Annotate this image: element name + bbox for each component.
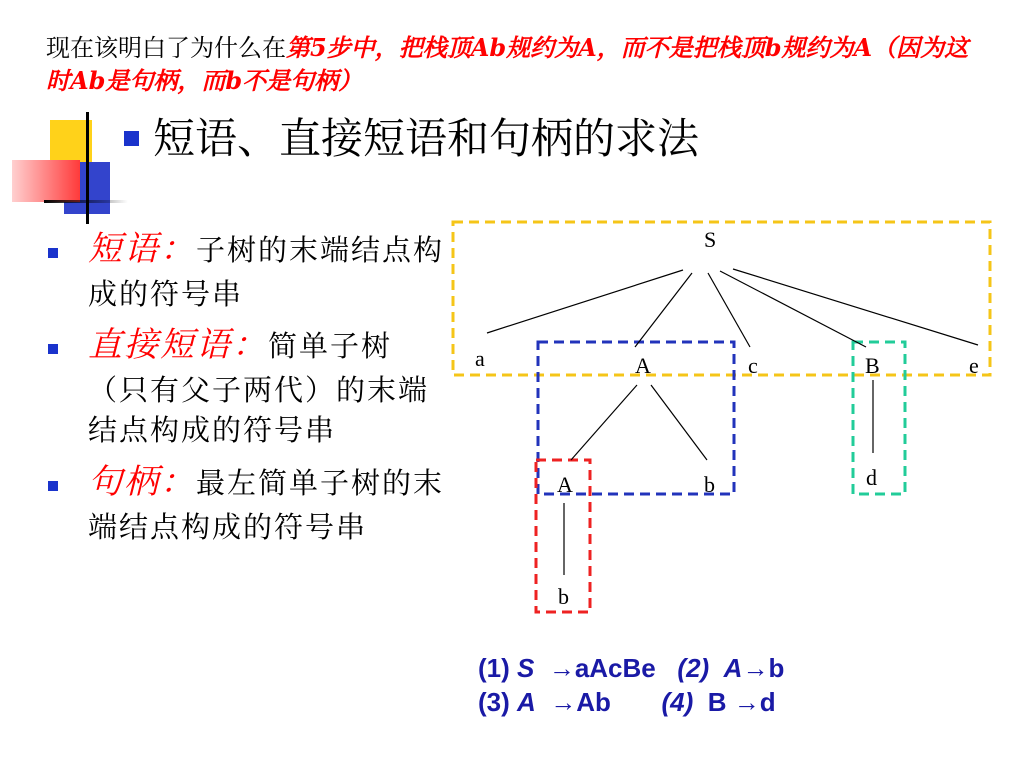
term-definition: 子树的末端结点构成的符号串 <box>88 233 445 311</box>
rule-2-lhs: A <box>723 653 743 683</box>
grammar-rules <box>478 652 784 720</box>
edge-s-e <box>733 269 978 345</box>
node-A: A <box>635 353 651 378</box>
rule-1-lhs: S <box>517 653 535 683</box>
rule-1-rhs: aAcBe <box>574 653 656 683</box>
intro-note-text: 现在该明白了为什么在 <box>46 34 286 62</box>
node-a: a <box>475 346 485 371</box>
node-b: b <box>704 472 715 497</box>
bullet-square-icon <box>48 344 58 354</box>
edge-A-b <box>651 385 707 460</box>
definition-direct-phrase <box>46 322 446 451</box>
term-label: 短语： <box>88 229 196 269</box>
node-e: e <box>969 353 979 378</box>
definition-handle <box>46 459 446 547</box>
rule-3-arrow: → <box>550 686 577 717</box>
definition-list <box>46 226 446 555</box>
definition-phrase <box>46 226 446 314</box>
rule-4-lhs: B <box>707 686 727 717</box>
node-A-inner: A <box>557 472 573 497</box>
rule-4-rhs: d <box>759 686 776 717</box>
node-b-leaf: b <box>558 584 569 609</box>
vertical-rule <box>86 112 89 224</box>
term-definition: 最左简单子树的末端结点构成的符号串 <box>88 465 445 544</box>
term-label: 句柄： <box>88 461 196 502</box>
phrase-box <box>453 222 990 375</box>
term-definition: 简单子树（只有父子两代）的末端结点构成的符号串 <box>88 329 430 448</box>
decorative-logo <box>8 112 128 222</box>
title-bullet-icon <box>124 131 139 146</box>
parse-tree-diagram <box>445 215 1005 635</box>
rule-1-number: (1) <box>478 653 510 683</box>
node-B: B <box>865 353 880 378</box>
edge-s-c <box>708 273 750 347</box>
rule-2-number: (2) <box>677 653 710 683</box>
horizontal-rule <box>44 200 128 203</box>
bullet-square-icon <box>48 481 58 491</box>
intro-note <box>46 32 986 97</box>
rule-4-arrow: → <box>733 686 760 717</box>
rule-3-rhs: Ab <box>576 686 611 717</box>
rules-row-2 <box>478 686 784 720</box>
slide-title-text: 短语、直接短语和句柄的求法 <box>153 114 700 163</box>
edge-s-B <box>720 271 866 347</box>
tree-nodes <box>475 227 979 609</box>
node-d: d <box>866 465 877 490</box>
rule-3-number: (3) <box>478 686 510 717</box>
node-c: c <box>748 353 758 378</box>
node-S: S <box>704 227 717 252</box>
rule-2-arrow: → <box>742 653 769 683</box>
rule-4-number: (4) <box>661 686 694 717</box>
slide-title <box>124 114 700 163</box>
rule-3-lhs: A <box>517 686 536 717</box>
bullet-square-icon <box>48 248 58 258</box>
edge-A-A <box>571 385 637 460</box>
rules-row-1 <box>478 652 784 686</box>
term-label: 直接短语： <box>88 325 268 366</box>
rule-2-rhs: b <box>768 653 785 683</box>
intro-note-highlight: 第5步中，把栈顶Ab规约为A，而不是把栈顶b规约为A（因为这时Ab是句柄，而b不是句柄） <box>46 33 969 95</box>
rule-1-arrow: → <box>548 653 575 683</box>
red-gradient-block <box>12 160 80 202</box>
edge-s-A <box>635 273 692 347</box>
